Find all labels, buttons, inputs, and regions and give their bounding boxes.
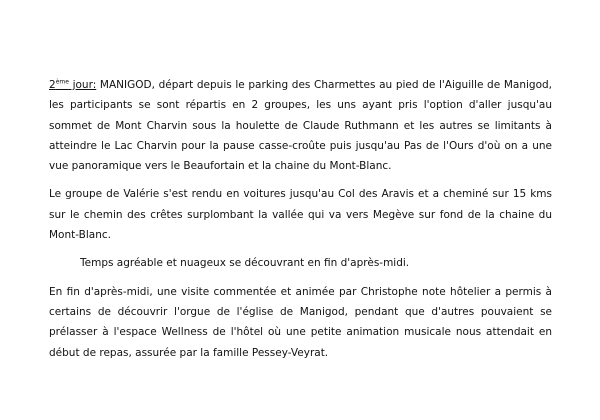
paragraph-weather: Temps agréable et nuageux se découvrant en fin d'après-midi.	[80, 257, 410, 270]
paragraph-afternoon: En fin d'après-midi, une visite commentée et animée par Christophe note hôtelier a permis à certains de découvrir l'orgue de l'église de Manigod, pendant que d'autres pouvaient se prélasser à l'espace Wellness de l'hôtel où une petite animation musicale nous attendait en début de repas, assurée par la famille Pessey-Veyrat.	[49, 285, 552, 359]
day-number: 2	[49, 79, 56, 91]
paragraph-day-2	[49, 75, 552, 176]
day-word: jour:	[68, 79, 97, 91]
day-label	[49, 79, 96, 91]
paragraph-valerie-group: Le groupe de Valérie s'est rendu en voitures jusqu'au Col des Aravis et a cheminé sur 15 kms sur le chemin des crêtes surplombant la vallée qui va vers Megève sur fond de la chaine du Mont-Blanc.	[49, 188, 552, 242]
document-body	[49, 75, 552, 371]
paragraph-day-2-text: MANIGOD, départ depuis le parking des Charmettes au pied de l'Aiguille de Manigod, les participants se sont répartis en 2 groupes, les uns ayant pris l'option d'aller jusqu'au sommet de Mont Charvin sous la houlette de Claude Ruthmann et les autres se limitants à atteindre le Lac Charvin pour la pause casse-croûte puis jusqu'au Pas de l'Ours d'où on a une vue panoramique vers le Beaufortain et la chaine du Mont-Blanc.	[49, 79, 552, 173]
day-suffix: ème	[55, 78, 69, 86]
